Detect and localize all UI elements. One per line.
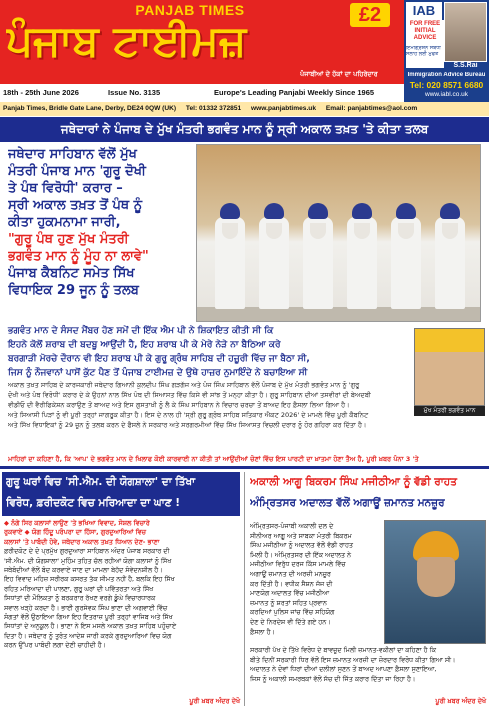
- photo-figure: [347, 217, 377, 309]
- chief-minister-photo[interactable]: [414, 328, 485, 406]
- iab-advisor-name: S.S.Rai: [453, 62, 478, 69]
- story-line: ਸਿਧਾਂਤਾਂ ਦੇ ਅਨੁਕੂਲ ਹੈ। ਭਾਣਾ ਨੇ ਇਸ ਮਸਲੇ ਅਕਾਲ ਤਖ਼ਤ ਸਾਹਿਬ ਪਹੁੰਚਾਏ: [4, 622, 177, 631]
- column-rule: [244, 472, 245, 706]
- story-line: 'ਸੀ.ਐਮ. ਦੀ ਯੋਗਸ਼ਾਲਾ' ਮੁਹਿੰਮ ਤਹਿਤ ਚੱਲ ਰਹੀਆਂ ਯੋਗਾ ਕਲਾਸਾਂ ਨੂੰ ਸਿੱਖ: [4, 556, 172, 565]
- iab-website[interactable]: www.iabl.co.uk: [425, 91, 468, 98]
- chief-minister-photo-caption: ਮੁੱਖ ਮੰਤਰੀ ਭਗਵੰਤ ਮਾਨ: [414, 406, 485, 416]
- publisher-email[interactable]: Email: panjabtimes@aol.com: [325, 105, 418, 112]
- body-line: ਅਤੇ ਸਿੱਖ ਵਿਧਾਇਕਾਂ ਨੂੰ 29 ਜੂਨ ਨੂੰ ਤਲਬ ਕਰਨ ਦੇ ਫੈਸਲੇ ਨੇ ਸਰਕਾਰ ਅਤੇ ਸਰਗਰਮੀਆਂ ਵਿੱਚ ਸਿੱਖ ਸਿਆਸਤ ਵਿਚਲੀ ਦਰਾਰ ਨੂੰ ਹੋਰ ਗਹਿਰਾ ਕਰ ਦਿੱਤਾ ਹੈ।: [8, 421, 367, 429]
- lead-line: ਵਿਧਾਇਕ 29 ਜੂਨ ਨੂੰ ਤਲਬ: [8, 283, 139, 298]
- story-line: ਅਗਾਊਂ ਜ਼ਮਾਨਤ ਦੀ ਅਰਜ਼ੀ ਮਨਜ਼ੂਰ: [250, 569, 331, 578]
- lead-body: [8, 380, 412, 452]
- story-line: ਅਦਾਲਤ ਨੇ ਦੋਵਾਂ ਧਿਰਾਂ ਦੀਆਂ ਦਲੀਲਾਂ ਸੁਣਨ ਤੋਂ ਬਾਅਦ ਆਪਣਾ ਫ਼ੈਸਲਾ ਸੁਣਾਇਆ,: [250, 665, 437, 674]
- lead-line: ਪੰਜਾਬ ਕੈਬਨਿਟ ਸਮੇਤ ਸਿੱਖ: [8, 266, 135, 281]
- body-line: ਵੀਡੀਓ ਦੀ ਵੈਰੀਫਿਕੇਸ਼ਨ ਕਰਾਉਣ ਤੋਂ ਬਾਅਦ ਅਤੇ ਇਸ ਗੁਸਤਾਖ਼ੀ ਨੂੰ ਲੈ ਕੇ ਸਿੰਘ ਸਾਹਿਬਾਨ ਨੇ ਵਿਚਾਰ ਚਰਚਾ ਤੋਂ ਬਾਅਦ ਇਹ ਫ਼ੈਸਲਾ ਲਿਆ ਗਿਆ ਹੈ।: [8, 401, 350, 409]
- address-bar: [0, 102, 489, 116]
- story-line: ਸਰਕਾਰੀ ਪੱਖ ਦੇ ਤਿੱਖੇ ਵਿਰੋਧ ਦੇ ਬਾਵਜੂਦ ਮਿਲੀ ਜ਼ਮਾਨਤ-ਵਕੀਲਾਂ ਦਾ ਕਹਿਣਾ ਹੈ ਕਿ: [250, 646, 436, 654]
- lead-line: ਸ੍ਰੀ ਅਕਾਲ ਤਖ਼ਤ ਤੋਂ ਪੰਥ ਨੂੰ: [8, 198, 143, 213]
- story-line: ਸਿੰਘ ਮਜੀਠੀਆ ਨੂੰ ਅਦਾਲਤ ਵੱਲੋਂ ਵੱਡੀ ਰਾਹਤ: [250, 541, 353, 550]
- lead-quote-line: "ਗੁਰੂ ਪੰਥ ਹੁਣ ਮੁੱਖ ਮੰਤਰੀ: [8, 232, 129, 247]
- headline-line: ਅੰਮ੍ਰਿਤਸਰ ਅਦਾਲਤ ਵੱਲੋਂ ਅਗਾਊਂ ਜ਼ਮਾਨਤ ਮਨਜ਼ੂਰ: [250, 497, 445, 509]
- publisher-address: Panjab Times, Bridle Gate Lane, Derby, DE24 0QW (UK): [3, 105, 177, 112]
- story-line: ਰੁਕਵਾਏ ◆ ਯੋਗ ਹਿੰਦੂ ਪਰੰਪਰਾ ਦਾ ਹਿੱਸਾ, ਗੁਰਦੁਆਰਿਆਂ ਵਿਚ: [4, 528, 146, 537]
- story-line: ਰਹਿਤ ਮਰਿਆਦਾ ਦੀ ਪਾਲਣਾ, ਗੁਰੂ ਘਰਾਂ ਦੀ ਪਵਿੱਤਰਤਾ ਅਤੇ ਸਿੱਖ: [4, 584, 154, 593]
- story-line: ਇਹ ਵਿਵਾਦ ਮਹਿਜ਼ ਸਰੀਰਕ ਕਸਰਤ ਤੱਕ ਸੀਮਤ ਨਹੀਂ ਹੈ, ਬਲਕਿ ਇਹ ਸਿੱਖ: [4, 575, 175, 584]
- yoga-story-body: [4, 519, 240, 697]
- story-line: ਮਿਲੀ ਹੈ। ਅੰਮ੍ਰਿਤਸਰ ਦੀ ਇੱਕ ਅਦਾਲਤ ਨੇ: [250, 550, 351, 559]
- iab-service: Immigration Advice Bureau: [407, 72, 486, 78]
- photo-face: [417, 557, 455, 597]
- masthead-punjabi-title: ਪੰਜਾਬ ਟਾਈਮਜ਼: [6, 16, 247, 65]
- photo-figure: [435, 217, 465, 309]
- story-line: ਦਿਤਾ ਹੈ। ਜਥੇਦਾਰ ਨੂੰ ਤੁਰੰਤ ਆਦੇਸ਼ ਜਾਰੀ ਕਰਕੇ ਗੁਰਦੁਆਰਿਆਂ ਵਿਚ ਯੋਗ: [4, 631, 172, 640]
- story-line: ◆ ਨੰਗੇ ਸਿਰ ਕਲਾਸਾਂ ਲਾਉਣ 'ਤੇ ਭਖਿਆ ਵਿਵਾਦ, ਸੋਸ਼ਲ ਵਿਚਾਰੇ: [4, 519, 150, 527]
- publisher-phone[interactable]: Tel: 01332 372851: [185, 105, 242, 112]
- story-line: ਮਾਣਯੋਗ ਅਦਾਲਤ ਵਿੱਚ ਮਜੀਠੀਆ: [250, 589, 330, 598]
- story-line: ਮਜੀਠੀਆ ਵਿਰੁੱਧ ਦਰਜ ਕਿੱਸ ਮਾਮਲੇ ਵਿੱਚ: [250, 560, 346, 569]
- masthead-title: PANJAB TIMES: [135, 2, 245, 18]
- story-line: ਕਰ ਦਿੱਤੀ ਹੈ। ਵਧੀਕ ਸੈਸ਼ਨ ਜੱਜ ਦੀ: [250, 579, 333, 588]
- sub-line: ਇਹਨੇ ਕੋਲੋਂ ਸ਼ਰਾਬ ਦੀ ਬਦਬੂ ਆਉਂਦੀ ਹੈ, ਇਹ ਸ਼ਰਾਬ ਪੀ ਕੇ ਮੇਰੇ ਨੇੜੇ ਨਾ ਬੈਠਿਆ ਕਰੇ: [8, 340, 281, 350]
- majithia-story-body: [250, 522, 380, 642]
- lead-line: ਜਥੇਦਾਰ ਸਾਹਿਬਾਨ ਵੱਲੋਂ ਮੁੱਖ: [8, 147, 137, 162]
- date-bar: [0, 84, 404, 102]
- yoga-story-continuation[interactable]: ਪੂਰੀ ਖ਼ਬਰ ਅੰਦਰ ਦੇਖੋ: [189, 697, 240, 705]
- lead-line: ਕੀਤਾ ਹੁਕਮਨਾਮਾ ਜਾਰੀ,: [8, 215, 121, 230]
- lead-continuation[interactable]: ਮਾਹਿਰਾਂ ਦਾ ਕਹਿਣਾ ਹੈ, ਕਿ 'ਆਪ' ਦੇ ਭਗਵੰਤ ਮਾਨ ਦੇ ਖਿਲਾਫ ਕੋਈ ਕਾਰਵਾਈ ਨਾ ਕੀਤੀ ਤਾਂ ਆਉਂਦੀਆਂ ਚੋਣਾਂ ਵਿੱਚ ਇਸ ਪਾਰਟੀ ਦਾ ਖ਼ਾਤਮਾ ਹੋਣਾ ਤੈਅ ਹੈ, ਪੂਰੀ ਖ਼ਬਰ ਪੰਨਾ 3 'ਤੇ: [8, 455, 419, 463]
- majithia-photo[interactable]: [384, 520, 486, 644]
- story-line: ਜ਼ਮਾਨਤ ਨੂੰ ਸ਼ਰਤਾਂ ਸਹਿਤ ਪ੍ਰਵਾਨ: [250, 598, 327, 607]
- story-line: ਬੀਤੇ ਦਿਨੀਂ ਸਰਕਾਰੀ ਧਿਰ ਵੱਲੋਂ ਇਸ ਜ਼ਮਾਨਤ ਅਰਜ਼ੀ ਦਾ ਜ਼ੋਰਦਾਰ ਵਿਰੋਧ ਕੀਤਾ ਗਿਆ ਸੀ।: [250, 655, 456, 664]
- iab-free-advice: FOR FREE INITIAL ADVICE: [406, 20, 444, 46]
- issue-number: Issue No. 3135: [108, 88, 161, 97]
- majithia-story-headline[interactable]: [250, 472, 486, 516]
- headline-line: ਵਿਰੋਧ, ਫ਼ਰੀਦਕੋਟ ਵਿਚ ਮਰਿਆਦਾ ਦਾ ਘਾਣ !: [6, 497, 181, 509]
- story-line: ਸੰਗਤਾਂ ਵੱਲੋਂ ਉਠਾਇਆ ਗਿਆ ਇਹ ਇਤਰਾਜ਼ ਪੂਰੀ ਤਰ੍ਹਾਂ ਵਾਜਿਬ ਅਤੇ ਸਿੱਖ: [4, 613, 173, 622]
- body-line: ਦੋਖੀ ਅਤੇ ਪੰਥ ਵਿਰੋਧੀ' ਕਰਾਰ ਦੇ ਕੇ ਉਹਨਾਂ ਨਾਲ ਸਿੱਖ ਪੰਥ ਦੀ ਸਿਆਸਤ ਵਿੱਚ ਕਿਸੇ ਵੀ ਸਾਂਝ ਤੋਂ ਮਨ੍ਹਾ ਕੀਤਾ ਹੈ। ਗੁਰੂ ਸਾਹਿਬਾਨ ਦੀਆਂ ਤਸਵੀਰਾਂ ਦੀ ਬੇਅਦਬੀ: [8, 391, 371, 399]
- body-line: ਅਕਾਲ ਤਖ਼ਤ ਸਾਹਿਬ ਦੇ ਕਾਰਜਕਾਰੀ ਜਥੇਦਾਰ ਗਿਆਨੀ ਕੁਲਦੀਪ ਸਿੰਘ ਗੜਗੱਜ ਅਤੇ ਪੰਜ ਸਿੰਘ ਸਾਹਿਬਾਨ ਵੱਲੋਂ ਪੰਜਾਬ ਦੇ ਮੁੱਖ ਮੰਤਰੀ ਭਗਵੰਤ ਮਾਨ ਨੂੰ 'ਗੁਰੂ: [8, 381, 360, 389]
- main-headline[interactable]: ਜਥੇਦਾਰਾਂ ਨੇ ਪੰਜਾਬ ਦੇ ਮੁੱਖ ਮੰਤਰੀ ਭਗਵੰਤ ਮਾਨ ਨੂੰ ਸ੍ਰੀ ਅਕਾਲ ਤਖ਼ਤ 'ਤੇ ਕੀਤਾ ਤਲਬ: [0, 117, 489, 142]
- majithia-story-body-continued: [250, 646, 486, 696]
- story-line: ਕਲਾਸਾਂ 'ਤੇ ਪਾਬੰਦੀ ਹੋਵੇ, ਜਥੇਦਾਰ ਅਕਾਲ ਤਖ਼ਤ ਧਿਆਨ ਦੇਣ- ਭਾਣਾ: [4, 537, 160, 546]
- story-line: ਜਥੇਬੰਦੀਆਂ ਵੱਲੋਂ ਬੰਦ ਕਰਵਾਏ ਜਾਣ ਦਾ ਮਾਮਲਾ ਬੇਹੱਦ ਸੰਵੇਦਨਸ਼ੀਲ ਹੈ।: [4, 566, 163, 575]
- iab-phone[interactable]: Tel: 020 8571 6680: [409, 80, 484, 90]
- masthead-motto: Europe's Leading Panjabi Weekly Since 1965: [214, 88, 375, 97]
- headline-line: ਅਕਾਲੀ ਆਗੂ ਬਿਕਰਮ ਸਿੰਘ ਮਜੀਠੀਆ ਨੂੰ ਵੱਡੀ ਰਾਹਤ: [250, 476, 457, 488]
- lead-quote-line: ਭਗਵੰਤ ਮਾਨ ਨੂੰ ਮੂੰਹ ਨਾ ਲਾਵੇ": [8, 249, 149, 264]
- body-line: ਅਤੇ ਸਿਆਸੀ ਪਿੜਾਂ ਨੂੰ ਵੀ ਪੂਰੀ ਤਰ੍ਹਾਂ ਜਾਗਰੂਕ ਕੀਤਾ ਹੈ। ਇਸ ਦੇ ਨਾਲ ਹੀ 'ਸ੍ਰੀ ਗੁਰੂ ਗ੍ਰੰਥ ਸਾਹਿਬ ਸਤਿਕਾਰ ਐਕਟ 2026' ਦੇ ਮਾਮਲੇ ਵਿੱਚ ਪੂਰੀ ਕੈਬਨਿਟ: [8, 411, 369, 419]
- photo-figure: [391, 217, 421, 309]
- story-line: ਫ਼ੈਸਲਾ ਹੈ।: [250, 627, 275, 636]
- sub-line: ਬਰਗਾੜੀ ਮੋਰਚੇ ਦੌਰਾਨ ਵੀ ਇਹ ਸ਼ਰਾਬ ਪੀ ਕੇ ਗੁਰੂ ਗ੍ਰੰਥ ਸਾਹਿਬ ਦੀ ਹਜ਼ੂਰੀ ਵਿੱਚ ਜਾ ਬੈਠਾ ਸੀ,: [8, 354, 310, 364]
- headline-line: ਗੁਰੂ ਘਰਾਂ ਵਿਚ 'ਸੀ.ਐਮ. ਦੀ ਯੋਗਸ਼ਾਲਾ' ਦਾ ਤਿੱਖਾ: [6, 476, 196, 488]
- lead-summary: [8, 146, 188, 318]
- story-line: ਸਿਧਾਂਤਾਂ ਦੀ ਮੌਲਿਕਤਾ ਨੂੰ ਬਰਕਰਾਰ ਰੱਖਣ ਵਰਗੇ ਡੂੰਘੇ ਵਿਚਾਰਧਾਰਕ: [4, 594, 156, 603]
- lead-line: ਮੰਤਰੀ ਪੰਜਾਬ ਮਾਨ 'ਗੁਰੂ ਦੋਖੀ: [8, 164, 146, 179]
- story-line: ਫ਼ਰੀਦਕੋਟ ਦੇ ਦੋ ਪ੍ਰਮੁੱਖ ਗੁਰਦੁਆਰਾ ਸਾਹਿਬਾਨ ਅੰਦਰ ਪੰਜਾਬ ਸਰਕਾਰ ਦੀ: [4, 547, 170, 556]
- section-divider: [0, 466, 489, 469]
- masthead-tagline: ਪੰਜਾਬੀਆਂ ਦੇ ਹੱਕਾਂ ਦਾ ਪਹਿਰੇਦਾਰ: [300, 70, 378, 78]
- majithia-story-continuation[interactable]: ਪੂਰੀ ਖ਼ਬਰ ਅੰਦਰ ਦੇਖੋ: [435, 697, 486, 705]
- iab-logo: IAB: [406, 2, 442, 20]
- iab-punjabi-note: ਇੰਮੀਗ੍ਰੇਸ਼ਨ ਸਬੰਧੀ ਸਲਾਹ ਲਈ ਮੁਫਤ: [406, 46, 444, 68]
- lead-photo[interactable]: [196, 144, 481, 322]
- iab-advisor-photo: [444, 2, 487, 62]
- story-line: ਸੀਨੀਅਰ ਆਗੂ ਅਤੇ ਸਾਬਕਾ ਮੰਤਰੀ ਬਿਕਰਮ: [250, 531, 352, 540]
- photo-figure: [215, 217, 245, 309]
- photo-figure: [303, 217, 333, 309]
- story-line: ਅੰਮ੍ਰਿਤਸਰ-ਪੰਜਾਬੀ ਅਕਾਲੀ ਦਲ ਦੇ: [250, 522, 334, 530]
- sub-line: ਜਿਸ ਨੂੰ ਨੌਜਵਾਨਾਂ ਪਾਸੋਂ ਕੁੱਟ ਪੈਣ ਤੋਂ ਪੰਜਾਬ ਟਾਈਮਜ਼ ਦੇ ਉਥੇ ਹਾਜ਼ਰ ਨੁਮਾਇੰਦੇ ਨੇ ਬਚਾਇਆ ਸੀ: [8, 368, 308, 378]
- yoga-story-headline[interactable]: [2, 472, 240, 516]
- lead-line: ਤੇ ਪੰਥ ਵਿਰੋਧੀ' ਕਰਾਰ –: [8, 181, 123, 196]
- photo-railing: [197, 307, 480, 321]
- story-line: ਜਿਸ ਨੂੰ ਅਕਾਲੀ ਸਮਰਥਕਾਂ ਵੱਲੋਂ ਸੱਚ ਦੀ ਜਿੱਤ ਕਰਾਰ ਦਿੱਤਾ ਜਾ ਰਿਹਾ ਹੈ।: [250, 674, 416, 683]
- story-line: ਕਰਨ ਉੱਪਰ ਪਾਬੰਦੀ ਲਗਾ ਦੇਣੀ ਚਾਹੀਦੀ ਹੈ।: [4, 641, 107, 650]
- publisher-website[interactable]: www.panjabtimes.uk: [251, 105, 316, 112]
- photo-figure: [259, 217, 289, 309]
- sub-line: ਭਗਵੰਤ ਮਾਨ ਦੇ ਸੰਸਦ ਮੈਂਬਰ ਹੋਣ ਸਮੇਂ ਦੀ ਇੱਕ ਐਮ ਪੀ ਨੇ ਸ਼ਿਕਾਇਤ ਕੀਤੀ ਸੀ ਕਿ: [8, 326, 274, 336]
- price-badge: £2: [350, 3, 390, 27]
- story-line: ਦੇਣ ਦੇ ਨਿਰਦੇਸ਼ ਵੀ ਦਿੱਤੇ ਗਏ ਹਨ।: [250, 617, 331, 626]
- story-line: ਸਵਾਲ ਖੜ੍ਹੇ ਕਰਦਾ ਹੈ। ਭਾਈ ਗੁਰਸੇਵਕ ਸਿੰਘ ਭਾਣਾ ਦੀ ਅਗਵਾਈ ਵਿੱਚ: [4, 603, 168, 612]
- issue-date: 18th - 25th June 2026: [3, 88, 79, 97]
- story-line: ਕਰਦਿਆਂ ਪੁਲਿਸ ਜਾਂਚ ਵਿੱਚ ਸਹਿਯੋਗ: [250, 608, 335, 617]
